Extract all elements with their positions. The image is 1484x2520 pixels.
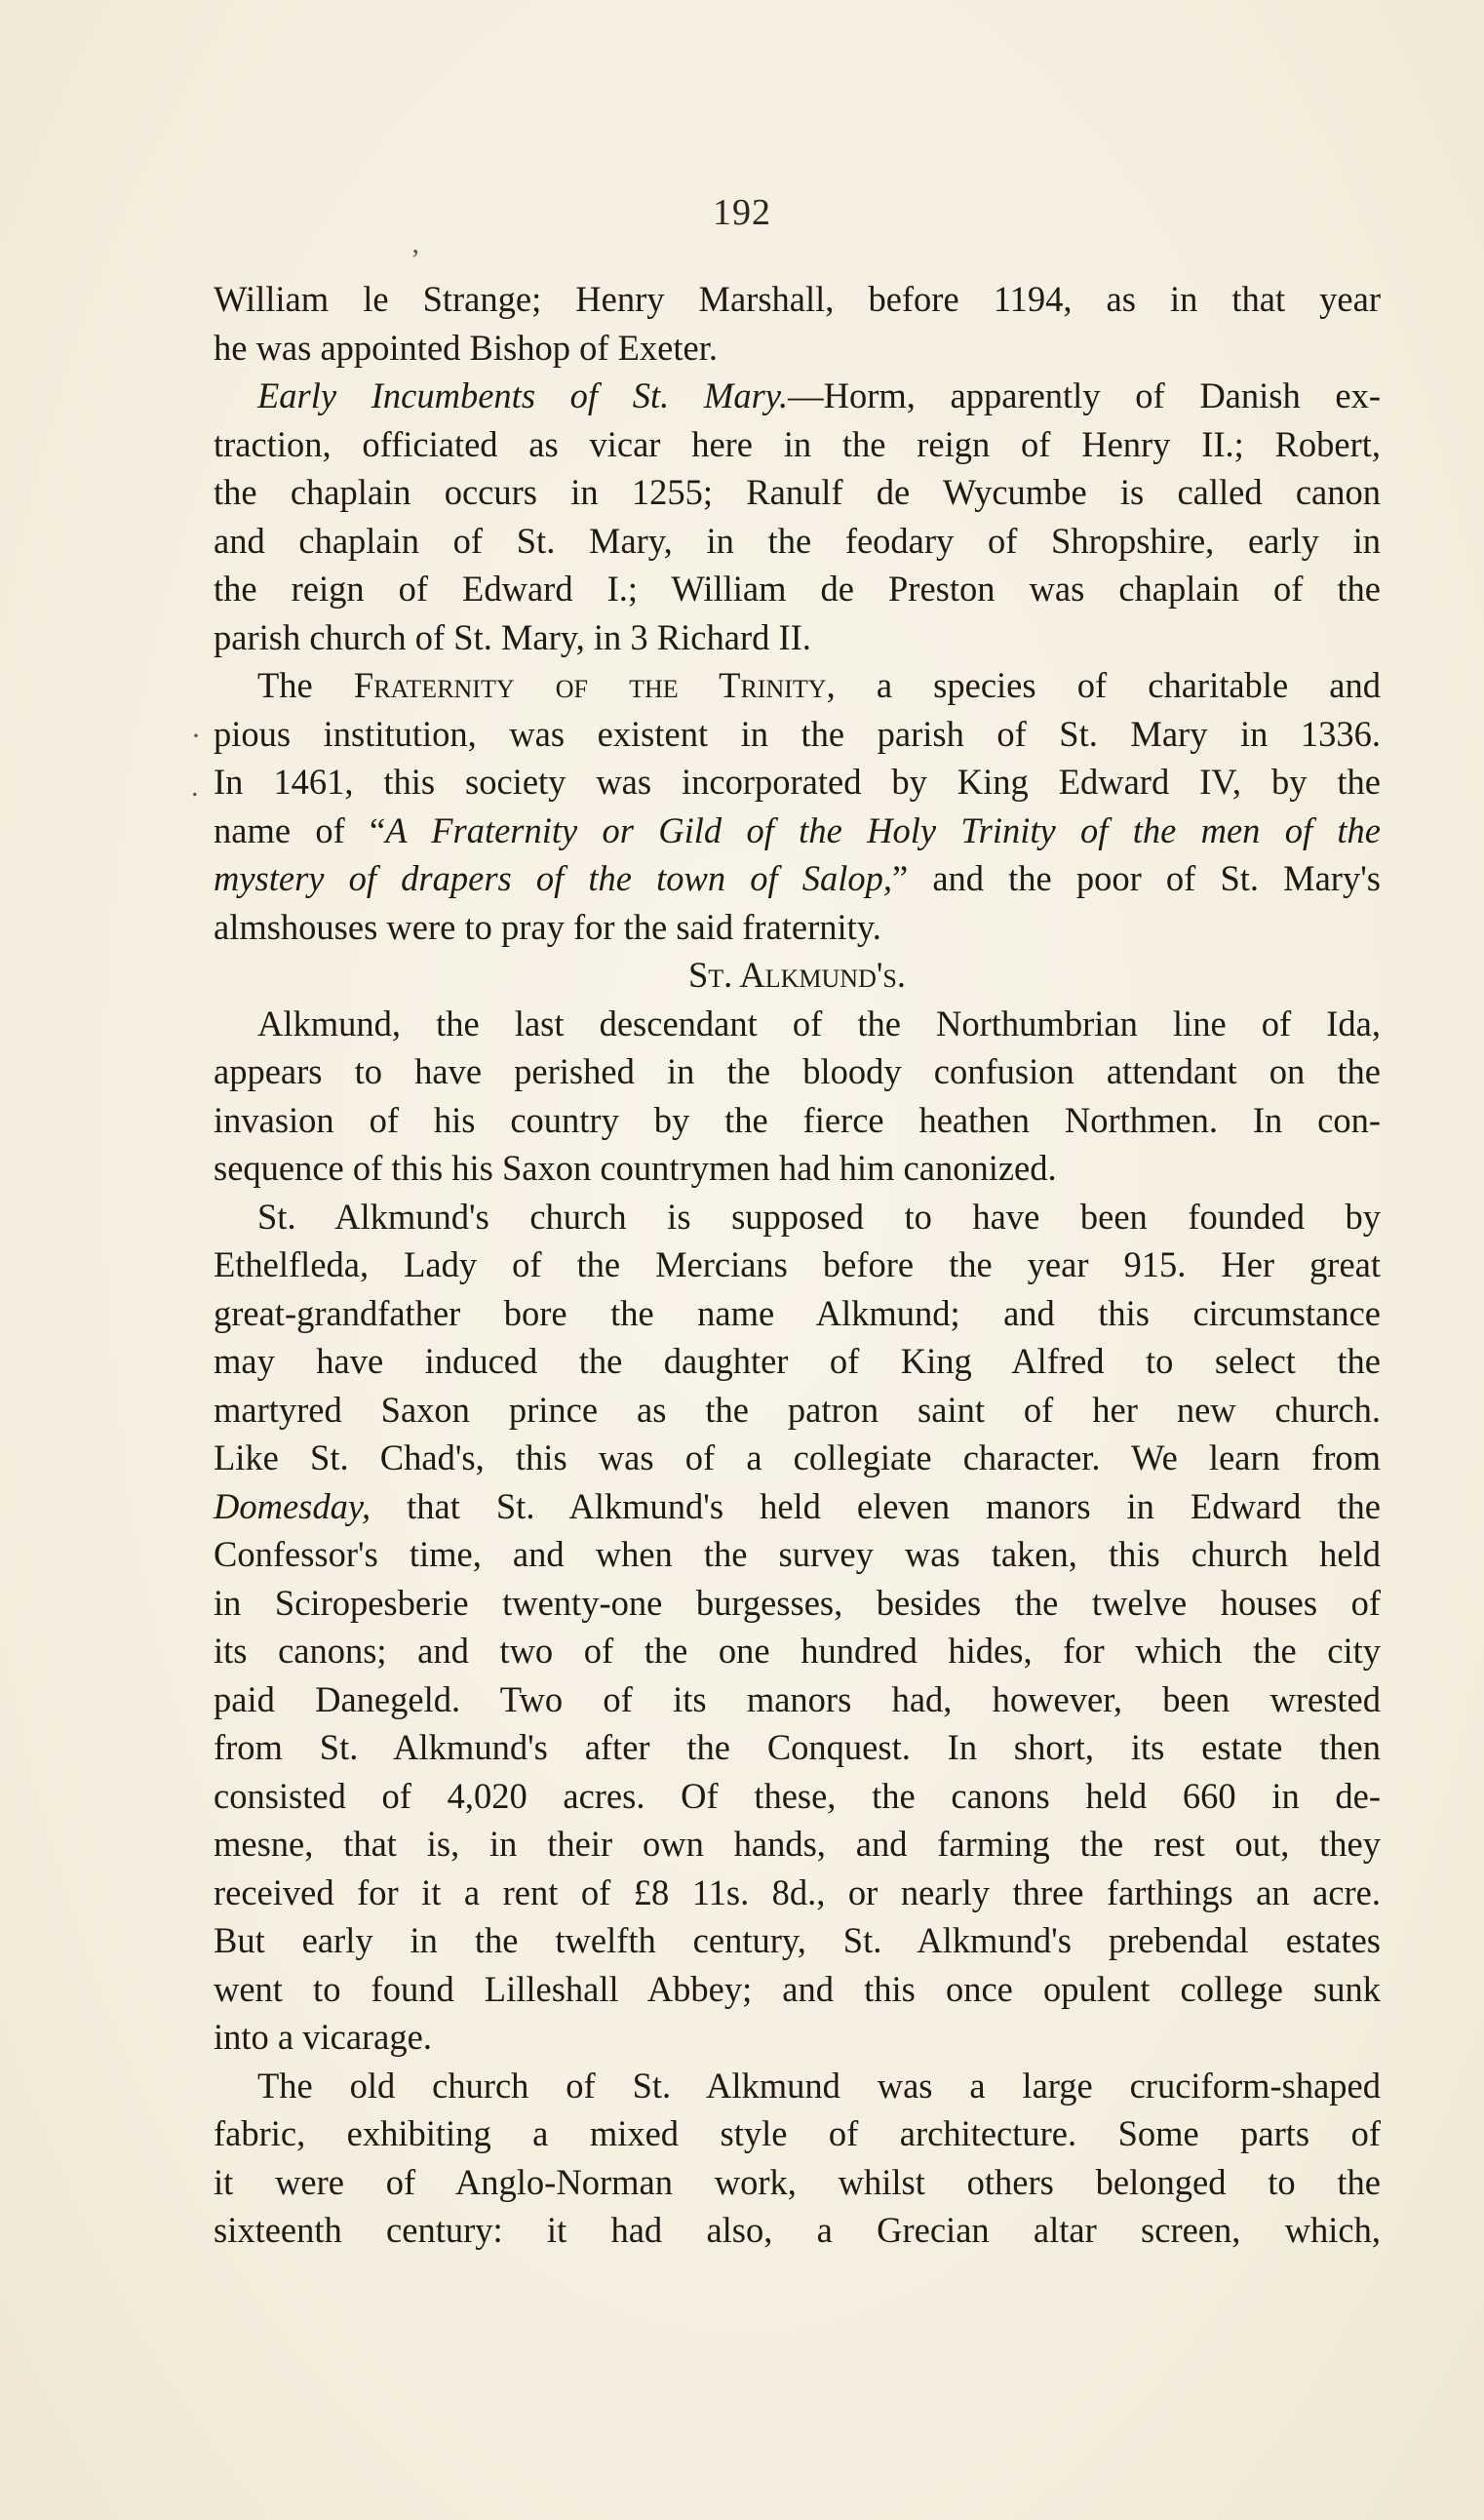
text-line: he was appointed Bishop of Exeter. bbox=[214, 327, 718, 368]
text-line: sequence of this his Saxon countrymen had him canonized. bbox=[214, 1148, 1057, 1188]
text-line: pious institution, was existent in the parish of St. Mary in 1336. bbox=[214, 713, 1381, 754]
quoted-title: A Fraternity or Gild of the Holy Trinity of the men of the bbox=[385, 809, 1381, 850]
text-line: sixteenth century: it had also, a Grecian altar screen, which, bbox=[214, 2210, 1381, 2250]
text-line: appears to have perished in the bloody confusion attendant on the bbox=[214, 1051, 1381, 1091]
text-line: name of “A Fraternity or Gild of the Holy Trinity of the men of the bbox=[214, 809, 1381, 850]
text-line: went to found Lilleshall Abbey; and this once opulent college sunk bbox=[214, 1968, 1381, 2009]
page-number: 192 bbox=[713, 192, 771, 233]
text-line: The Fraternity of the Trinity, a species of charitable and bbox=[257, 665, 1381, 705]
text-line: Confessor's time, and when the survey was taken, this church held bbox=[214, 1534, 1381, 1574]
fraternity-title: Fraternity of the Trinity bbox=[353, 665, 827, 705]
text-line: from St. Alkmund's after the Conquest. In short, its estate then bbox=[214, 1727, 1381, 1767]
text-line: parish church of St. Mary, in 3 Richard II. bbox=[214, 616, 811, 657]
body-text bbox=[214, 275, 1381, 2255]
ink-speck: . bbox=[191, 770, 199, 803]
text-line: and chaplain of St. Mary, in the feodary of Shropshire, early in bbox=[214, 520, 1381, 561]
text-line: Early Incumbents of St. Mary.—Horm, apparently of Danish ex- bbox=[257, 375, 1381, 415]
text-line: mesne, that is, in their own hands, and farming the rest out, they bbox=[214, 1824, 1381, 1864]
text-line: traction, officiated as vicar here in the reign of Henry II.; Robert, bbox=[214, 423, 1381, 464]
text-line: Ethelfleda, Lady of the Mercians before the year 915. Her great bbox=[214, 1244, 1381, 1284]
text-line: great-grandfather bore the name Alkmund; and this circumstance bbox=[214, 1292, 1381, 1333]
text-line: fabric, exhibiting a mixed style of architecture. Some parts of bbox=[214, 2113, 1381, 2153]
section-heading: St. Alkmund's. bbox=[687, 955, 907, 995]
text-line: the reign of Edward I.; William de Preston was chaplain of the bbox=[214, 569, 1381, 609]
text-line: almshouses were to pray for the said fraternity. bbox=[214, 906, 881, 947]
text-line: Domesday, that St. Alkmund's held eleven manors in Edward the bbox=[214, 1485, 1381, 1526]
text-line: Alkmund, the last descendant of the Northumbrian line of Ida, bbox=[257, 1003, 1381, 1043]
quoted-title: mystery of drapers of the town of Salop, bbox=[214, 858, 892, 898]
text-line: in Sciropesberie twenty-one burgesses, besides the twelve houses of bbox=[214, 1582, 1381, 1623]
text-line: mystery of drapers of the town of Salop,” and the poor of St. Mary's bbox=[214, 858, 1381, 898]
text-line: received for it a rent of £8 11s. 8d., or nearly three farthings an acre. bbox=[214, 1871, 1381, 1912]
text-line: William le Strange; Henry Marshall, before 1194, as in that year bbox=[214, 279, 1381, 319]
text-line: it were of Anglo-Norman work, whilst others belonged to the bbox=[214, 2161, 1381, 2202]
text-line: paid Danegeld. Two of its manors had, however, been wrested bbox=[214, 1678, 1381, 1719]
text-line: may have induced the daughter of King Alfred to select the bbox=[214, 1341, 1381, 1381]
text-line: into a vicarage. bbox=[214, 2017, 432, 2057]
text-line: Like St. Chad's, this was of a collegiate character. We learn from bbox=[214, 1437, 1381, 1477]
text-line: invasion of his country by the fierce heathen Northmen. In con- bbox=[214, 1099, 1381, 1140]
text-line: In 1461, this society was incorporated by King Edward IV, by the bbox=[214, 762, 1381, 802]
text-line: But early in the twelfth century, St. Alkmund's prebendal estates bbox=[214, 1920, 1381, 1960]
text-line: its canons; and two of the one hundred hides, for which the city bbox=[214, 1631, 1381, 1671]
domesday-reference: Domesday, bbox=[214, 1485, 371, 1526]
text-line: St. Alkmund's church is supposed to have been founded by bbox=[257, 1196, 1381, 1237]
text-line: consisted of 4,020 acres. Of these, the canons held 660 in de- bbox=[214, 1775, 1381, 1816]
text-line: The old church of St. Alkmund was a large cruciform-shaped bbox=[257, 2065, 1381, 2106]
text-line: martyred Saxon prince as the patron saint of her new church. bbox=[214, 1389, 1381, 1430]
section-title-early-incumbents: Early Incumbents of St. Mary. bbox=[257, 375, 789, 415]
ink-speck: ʼ bbox=[410, 244, 420, 276]
text-line: the chaplain occurs in 1255; Ranulf de Wycumbe is called canon bbox=[214, 472, 1381, 512]
ink-speck: · bbox=[191, 720, 201, 752]
